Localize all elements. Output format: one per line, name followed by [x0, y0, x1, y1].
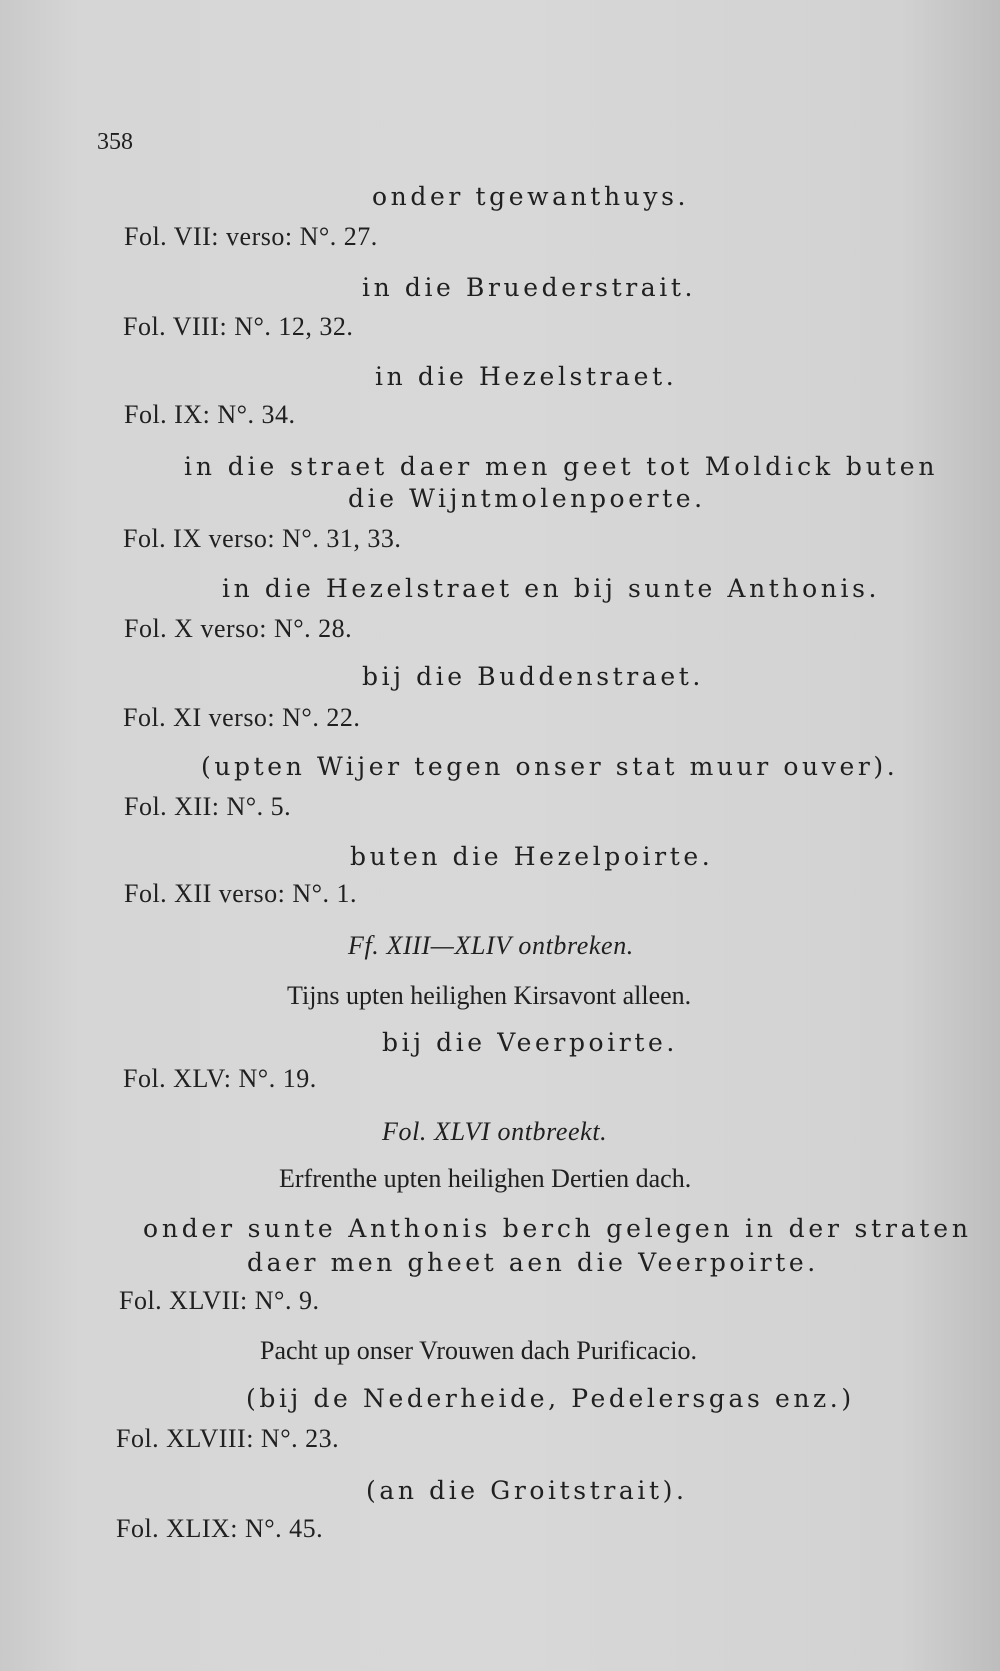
text-line: bij die Veerpoirte.	[382, 1028, 678, 1057]
text-line: (bij de Nederheide, Pedelersgas enz.)	[246, 1384, 855, 1413]
section-heading: Tijns upten heilighen Kirsavont alleen.	[287, 981, 692, 1010]
folio-entry: Fol. XII verso: N°. 1.	[124, 879, 357, 908]
folio-entry: Fol. IX verso: N°. 31, 33.	[123, 524, 402, 553]
text-line: die Wijntmolenpoerte.	[348, 484, 706, 513]
section-heading: Erfrenthe upten heilighen Dertien dach.	[279, 1164, 692, 1193]
folio-entry: Fol. XLV: N°. 19.	[123, 1064, 317, 1093]
folio-entry: Fol. XLVIII: N°. 23.	[116, 1424, 340, 1453]
text-line: onder sunte Anthonis berch gelegen in der straten	[143, 1214, 972, 1243]
text-line: buten die Hezelpoirte.	[350, 842, 714, 871]
page-number: 358	[97, 129, 133, 155]
folio-entry: Fol. X verso: N°. 28.	[124, 614, 353, 643]
section-heading: Pacht up onser Vrouwen dach Purificacio.	[260, 1336, 697, 1365]
folio-entry: Fol. XI verso: N°. 22.	[123, 703, 361, 732]
text-line: in die straet daer men geet tot Moldick buten	[184, 452, 939, 481]
text-line: in die Hezelstraet.	[375, 362, 678, 391]
folio-entry: Fol. VIII: N°. 12, 32.	[123, 312, 354, 341]
folio-entry: Fol. XLVII: N°. 9.	[119, 1286, 320, 1315]
section-note: Ff. XIII—XLIV ontbreken.	[348, 931, 634, 960]
folio-entry: Fol. XLIX: N°. 45.	[116, 1514, 324, 1543]
folio-entry: Fol. VII: verso: N°. 27.	[124, 222, 378, 251]
folio-entry: Fol. XII: N°. 5.	[124, 792, 292, 821]
text-line: (an die Groitstrait).	[366, 1476, 688, 1505]
text-line: (upten Wijer tegen onser stat muur ouver).	[201, 752, 899, 781]
section-note: Fol. XLVI ontbreekt.	[382, 1117, 608, 1146]
text-line: bij die Buddenstraet.	[362, 662, 704, 691]
text-line: in die Bruederstrait.	[362, 273, 697, 302]
text-line: onder tgewanthuys.	[372, 182, 690, 211]
text-line: daer men gheet aen die Veerpoirte.	[247, 1248, 819, 1277]
folio-entry: Fol. IX: N°. 34.	[124, 400, 296, 429]
text-line: in die Hezelstraet en bij sunte Anthonis.	[222, 574, 881, 603]
